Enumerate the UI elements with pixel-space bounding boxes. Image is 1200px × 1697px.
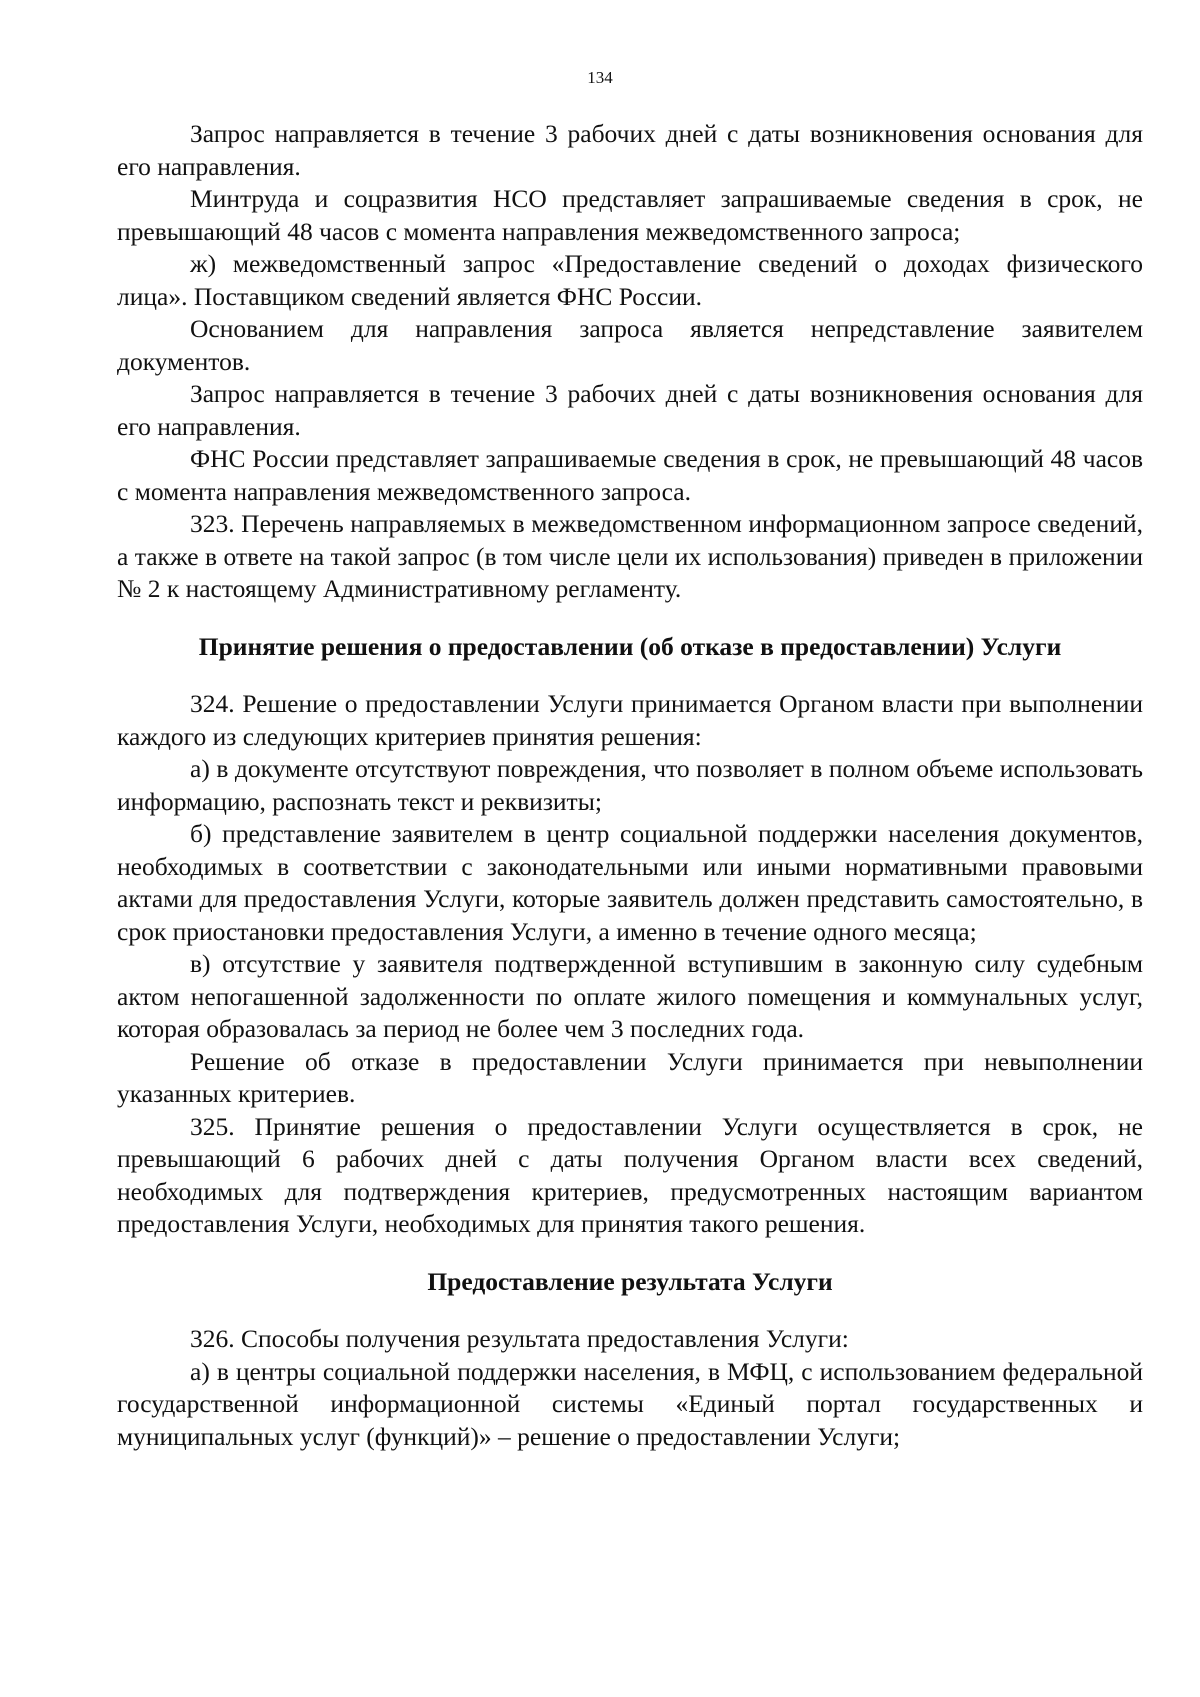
section-block bbox=[117, 688, 1143, 1241]
paragraph: Запрос направляется в течение 3 рабочих дней с даты возникновения основания для его направления. bbox=[117, 379, 1143, 441]
paragraph: 323. Перечень направляемых в межведомственном информационном запросе сведений, а также в ответе на такой запрос (в том числе цели их использования) приведен в приложении № 2 к настоящему Административному регламенту. bbox=[117, 509, 1143, 603]
page-number: 134 bbox=[587, 68, 613, 87]
section-block bbox=[117, 1323, 1143, 1453]
section-heading: Принятие решения о предоставлении (об отказе в предоставлении) Услуги bbox=[198, 631, 1062, 661]
paragraph: б) представление заявителем в центр социальной поддержки населения документов, необходимых в соответствии с законодательными или иными нормативными правовыми актами для предоставления Услуги, которые заявитель должен представить самостоятельно, в срок приостановки предоставления Услуги, а именно в течение одного месяца; bbox=[117, 819, 1143, 946]
paragraph: ФНС России представляет запрашиваемые сведения в срок, не превышающий 48 часов с момента направления межведомственного запроса. bbox=[117, 444, 1143, 506]
paragraph: 324. Решение о предоставлении Услуги принимается Органом власти при выполнении каждого из следующих критериев принятия решения: bbox=[117, 689, 1143, 751]
paragraph: Основанием для направления запроса является непредставление заявителем документов. bbox=[117, 314, 1143, 376]
section-heading: Предоставление результата Услуги bbox=[427, 1266, 833, 1296]
paragraph: Запрос направляется в течение 3 рабочих дней с даты возникновения основания для его направления. bbox=[117, 119, 1143, 181]
document-body bbox=[117, 118, 1143, 1453]
paragraph: ж) межведомственный запрос «Предоставление сведений о доходах физического лица». Поставщиком сведений является ФНС России. bbox=[117, 249, 1143, 311]
paragraph: а) в документе отсутствуют повреждения, что позволяет в полном объеме использовать информацию, распознать текст и реквизиты; bbox=[117, 754, 1143, 816]
paragraph: в) отсутствие у заявителя подтвержденной вступившим в законную силу судебным актом непогашенной задолженности по оплате жилого помещения и коммунальных услуг, которая образовалась за период не более чем 3 последних года. bbox=[117, 949, 1143, 1043]
paragraph: Решение об отказе в предоставлении Услуги принимается при невыполнении указанных критериев. bbox=[117, 1046, 1143, 1108]
paragraph: 325. Принятие решения о предоставлении Услуги осуществляется в срок, не превышающий 6 рабочих дней с даты получения Органом власти всех сведений, необходимых для подтверждения критериев, предусмотренных настоящим вариантом предоставления Услуги, необходимых для принятия такого решения. bbox=[117, 1111, 1143, 1238]
paragraph: Минтруда и соцразвития НСО представляет запрашиваемые сведения в срок, не превышающий 48 часов с момента направления межведомственного запроса; bbox=[117, 184, 1143, 246]
paragraph: 326. Способы получения результата предоставления Услуги: bbox=[190, 1324, 849, 1353]
paragraph: а) в центры социальной поддержки населения, в МФЦ, с использованием федеральной государственной информационной системы «Единый портал государственных и муниципальных услуг (функций)» – решение о предоставлении Услуги; bbox=[117, 1356, 1143, 1451]
